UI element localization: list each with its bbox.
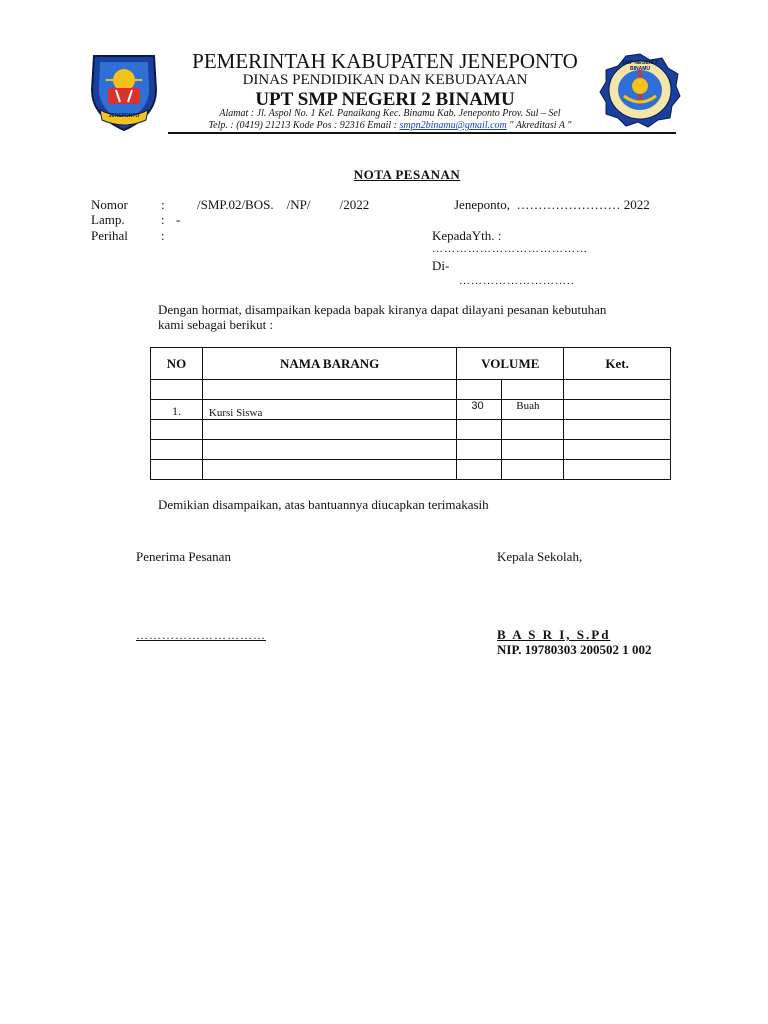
cell-qty: [457, 420, 502, 440]
table-row: [151, 380, 671, 400]
cell-ket: [564, 400, 671, 420]
cell-item: [202, 420, 456, 440]
table-row: [151, 460, 671, 480]
contact-text: Telp. : (0419) 21213 Kode Pos : 92316 Email :: [208, 120, 400, 131]
cell-ket: [564, 420, 671, 440]
cell-item: Kursi Siswa: [202, 400, 456, 420]
accreditation-text: " Akreditasi A ": [506, 120, 572, 131]
order-table: [150, 347, 671, 480]
nomor-value: /SMP.02/BOS. /NP/ /2022: [197, 197, 370, 212]
cell-unit: [502, 460, 564, 480]
logo-right-text: SMP NEGERI 2 BINAMU: [622, 60, 658, 72]
letterhead-department: DINAS PENDIDIKAN DAN KEBUDAYAAN: [242, 72, 528, 88]
cell-no: [151, 420, 203, 440]
cell-qty: 30: [457, 400, 502, 420]
signature-right-name: B A S R I, S.Pd: [497, 627, 611, 642]
letterhead-government: PEMERINTAH KABUPATEN JENEPONTO: [192, 49, 578, 73]
cell-no: [151, 380, 203, 400]
destination-dots: ………………………..: [459, 275, 575, 287]
cell-item: [202, 380, 456, 400]
signature-right-title: Kepala Sekolah,: [497, 549, 583, 564]
email-link[interactable]: smpn2binamu@gmail.com: [399, 120, 507, 131]
place-date: Jeneponto, …………………… 2022: [454, 197, 650, 212]
recipient-dots: …………………………………: [432, 243, 588, 255]
lamp-value: -: [176, 212, 181, 227]
table-row: [151, 440, 671, 460]
cell-item: [202, 440, 456, 460]
document-title: NOTA PESANAN: [353, 167, 461, 182]
cell-no: [151, 460, 203, 480]
table-row: [151, 400, 671, 420]
cell-ket: [564, 460, 671, 480]
letterhead-contact: [140, 120, 640, 131]
perihal-label: Perihal: [91, 228, 128, 243]
cell-qty: [457, 460, 502, 480]
header-item: NAMA BARANG: [202, 348, 456, 380]
cell-item: [202, 460, 456, 480]
cell-qty: [457, 380, 502, 400]
signature-left-blank: …………………………: [136, 628, 266, 642]
header-ket: Ket.: [564, 348, 671, 380]
letterhead-school: UPT SMP NEGERI 2 BINAMU: [255, 89, 515, 110]
cell-qty: [457, 440, 502, 460]
cell-unit: [502, 380, 564, 400]
closing-text: Demikian disampaikan, atas bantuannya diucapkan terimakasih: [158, 497, 489, 512]
letterhead-address: Alamat : Jl. Aspol No. 1 Kel. Panaikang Kec. Binamu Kab. Jeneponto Prov. Sul – Sel: [219, 108, 561, 119]
intro-line-2: kami sebagai berikut :: [158, 317, 274, 332]
letterhead-divider: [168, 132, 676, 134]
cell-unit: Buah: [502, 400, 564, 420]
lamp-label: Lamp.: [91, 212, 125, 227]
nomor-label: Nomor: [91, 197, 128, 212]
cell-ket: [564, 440, 671, 460]
cell-no: [151, 440, 203, 460]
header-no: NO: [151, 348, 203, 380]
table-header-row: [151, 348, 671, 380]
perihal-separator: :: [161, 228, 165, 243]
cell-ket: [564, 380, 671, 400]
cell-no: 1.: [151, 400, 203, 420]
nomor-separator: :: [161, 197, 165, 212]
cell-unit: [502, 420, 564, 440]
recipient-label: KepadaYth. :: [432, 228, 502, 243]
signature-right-nip: NIP. 19780303 200502 1 002: [497, 642, 652, 657]
intro-line-1: Dengan hormat, disampaikan kepada bapak kiranya dapat dilayani pesanan kebutuhan: [158, 302, 607, 317]
destination-label: Di-: [432, 258, 450, 273]
cell-unit: [502, 440, 564, 460]
lamp-separator: :: [161, 212, 165, 227]
logo-left-text: JENEPONTO: [108, 113, 140, 119]
table-row: [151, 420, 671, 440]
header-volume: VOLUME: [457, 348, 564, 380]
signature-left-title: Penerima Pesanan: [136, 549, 231, 564]
